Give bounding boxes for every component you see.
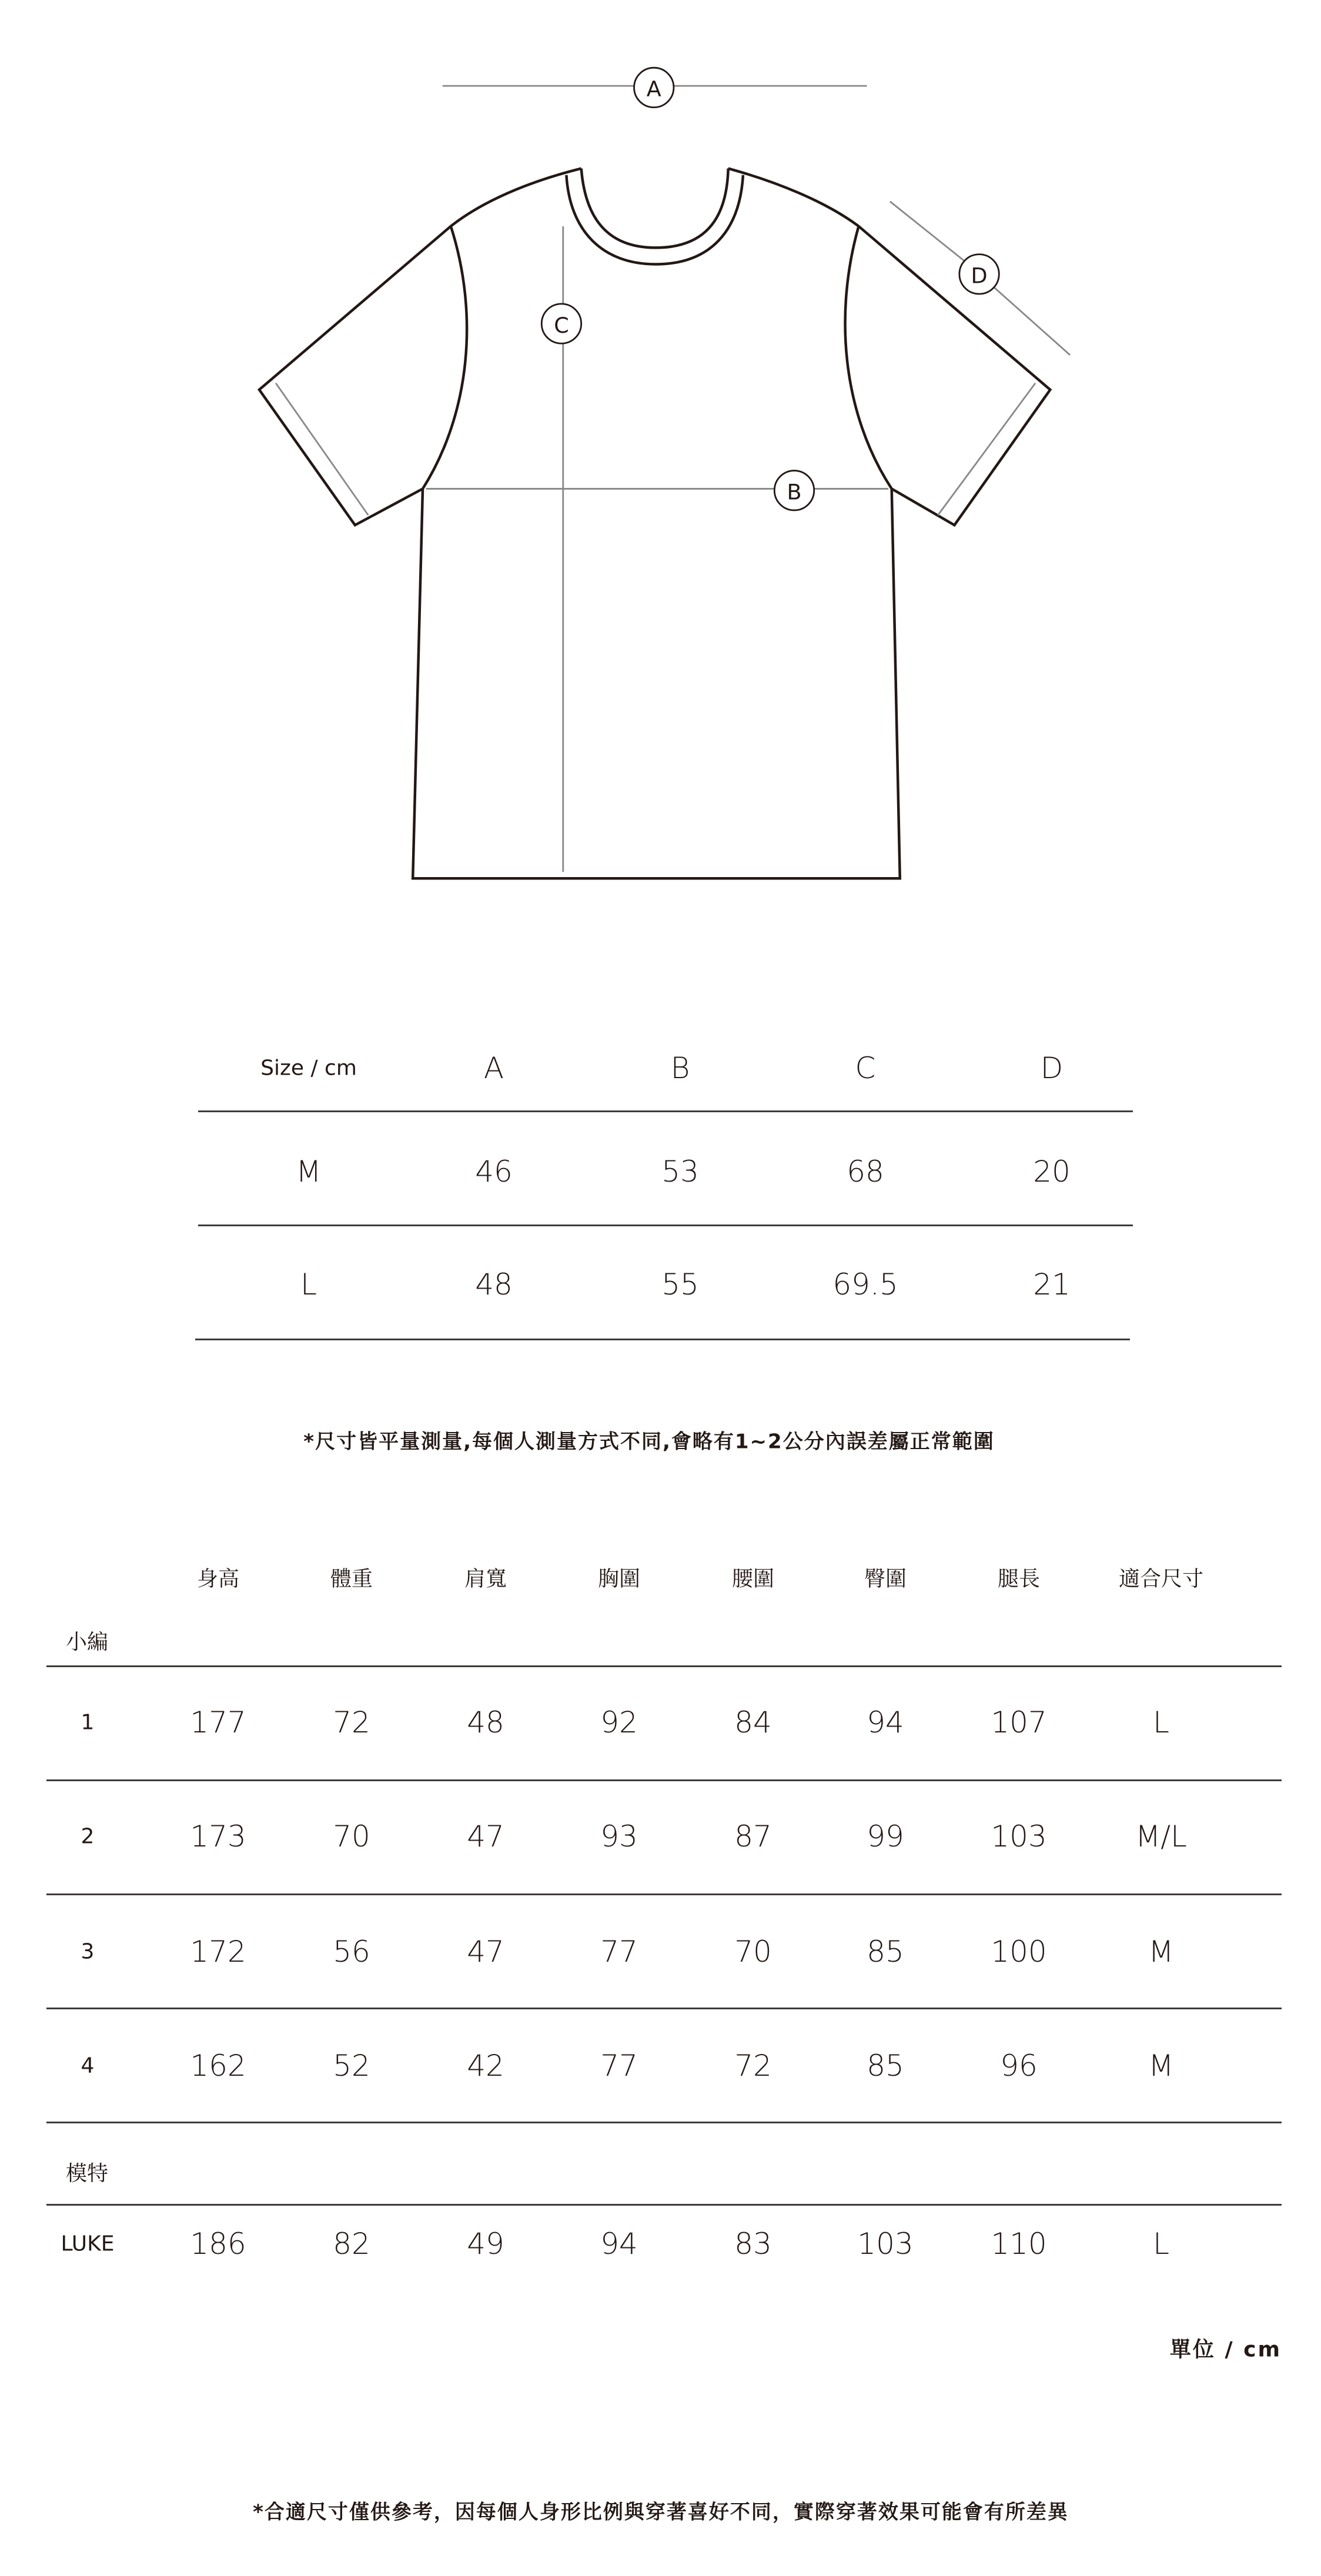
cell: 85 <box>867 2049 904 2083</box>
fit-table-header: 胸圍 <box>597 1567 641 1591</box>
fit-table-header: 腿長 <box>997 1567 1041 1591</box>
cell: 99 <box>867 1819 904 1854</box>
cell: M <box>1148 1935 1174 1969</box>
cell: 47 <box>467 1819 504 1854</box>
marker-a: A <box>646 76 661 102</box>
fit-table-header: 身高 <box>196 1567 240 1591</box>
size-table-header-d: D <box>1040 1051 1064 1085</box>
row-index: 3 <box>81 1939 95 1964</box>
group-label-staff: 小編 <box>66 1630 109 1654</box>
fit-table-header: 適合尺寸 <box>1118 1567 1204 1591</box>
cell: 107 <box>991 1705 1047 1739</box>
tshirt-measurement-diagram <box>0 0 1321 925</box>
cell: 103 <box>857 2227 914 2261</box>
cell: 84 <box>734 1705 772 1739</box>
cell: 186 <box>190 2227 246 2261</box>
row-index: 1 <box>81 1710 95 1735</box>
size-label: M <box>296 1155 322 1189</box>
marker-d: D <box>971 263 988 289</box>
fit-table-header: 肩寬 <box>464 1567 507 1591</box>
cell: 103 <box>991 1819 1047 1854</box>
cell: 100 <box>991 1935 1047 1969</box>
cell: 48 <box>475 1267 513 1302</box>
cell: L <box>1153 2227 1169 2261</box>
unit-label: 單位 / cm <box>1169 2337 1282 2362</box>
measurement-note: *尺寸皆平量測量,每個人測量方式不同,會略有1~2公分內誤差屬正常範圍 <box>303 1430 995 1454</box>
cell: 83 <box>734 2227 772 2261</box>
fit-disclaimer: *合適尺寸僅供參考，因每個人身形比例與穿著喜好不同，實際穿著效果可能會有所差異 <box>253 2500 1069 2524</box>
divider <box>195 1339 1130 1340</box>
cell: 48 <box>467 1705 504 1739</box>
row-index: 2 <box>81 1824 95 1849</box>
right-cuff-line <box>938 383 1035 516</box>
cell: 162 <box>190 2049 246 2083</box>
divider <box>46 1893 1282 1895</box>
fit-table-header: 腰圍 <box>731 1567 775 1591</box>
size-label: L <box>300 1267 317 1302</box>
cell: 92 <box>600 1705 638 1739</box>
measure-d-line <box>890 202 964 261</box>
divider <box>46 1779 1282 1781</box>
divider <box>46 2122 1282 2123</box>
cell: 77 <box>600 1935 638 1969</box>
cell: M <box>1148 2049 1174 2083</box>
cell: 21 <box>1033 1267 1071 1302</box>
marker-b: B <box>787 479 802 505</box>
size-table-header-a: A <box>483 1051 504 1085</box>
model-name: LUKE <box>61 2232 115 2256</box>
divider <box>46 2008 1282 2009</box>
fit-table-header: 體重 <box>330 1567 373 1591</box>
cell: 173 <box>190 1819 246 1854</box>
cell: 110 <box>991 2227 1047 2261</box>
cell: 96 <box>1000 2049 1038 2083</box>
cell: 94 <box>867 1705 904 1739</box>
fit-table-header: 臀圍 <box>864 1567 907 1591</box>
cell: 85 <box>867 1935 904 1969</box>
cell: 93 <box>600 1819 638 1854</box>
cell: 70 <box>333 1819 370 1854</box>
group-label-model: 模特 <box>66 2162 109 2186</box>
divider <box>46 2204 1282 2206</box>
cell: 55 <box>661 1267 699 1302</box>
cell: 82 <box>333 2227 370 2261</box>
cell: M/L <box>1135 1819 1187 1854</box>
row-index: 4 <box>81 2053 95 2078</box>
cell: 68 <box>847 1155 884 1189</box>
cell: 52 <box>333 2049 370 2083</box>
cell: 56 <box>333 1935 370 1969</box>
cell: 94 <box>600 2227 638 2261</box>
cell: 49 <box>467 2227 504 2261</box>
cell: 77 <box>600 2049 638 2083</box>
left-cuff-line <box>276 383 368 516</box>
cell: 42 <box>467 2049 504 2083</box>
cell: 46 <box>475 1155 513 1189</box>
cell: L <box>1153 1705 1169 1739</box>
marker-c: C <box>554 312 569 338</box>
cell: 177 <box>190 1705 246 1739</box>
divider <box>46 1665 1282 1667</box>
size-table-header-c: C <box>855 1051 876 1085</box>
divider <box>198 1225 1133 1226</box>
size-table-header-size: Size / cm <box>260 1056 357 1080</box>
cell: 53 <box>661 1155 699 1189</box>
cell: 72 <box>333 1705 370 1739</box>
cell: 69.5 <box>832 1267 898 1302</box>
cell: 70 <box>734 1935 772 1969</box>
tshirt-outline <box>259 169 1050 879</box>
cell: 47 <box>467 1935 504 1969</box>
size-table-header-b: B <box>670 1051 690 1085</box>
cell: 87 <box>734 1819 772 1854</box>
cell: 20 <box>1033 1155 1071 1189</box>
cell: 172 <box>190 1935 246 1969</box>
divider <box>198 1110 1133 1112</box>
cell: 72 <box>734 2049 772 2083</box>
